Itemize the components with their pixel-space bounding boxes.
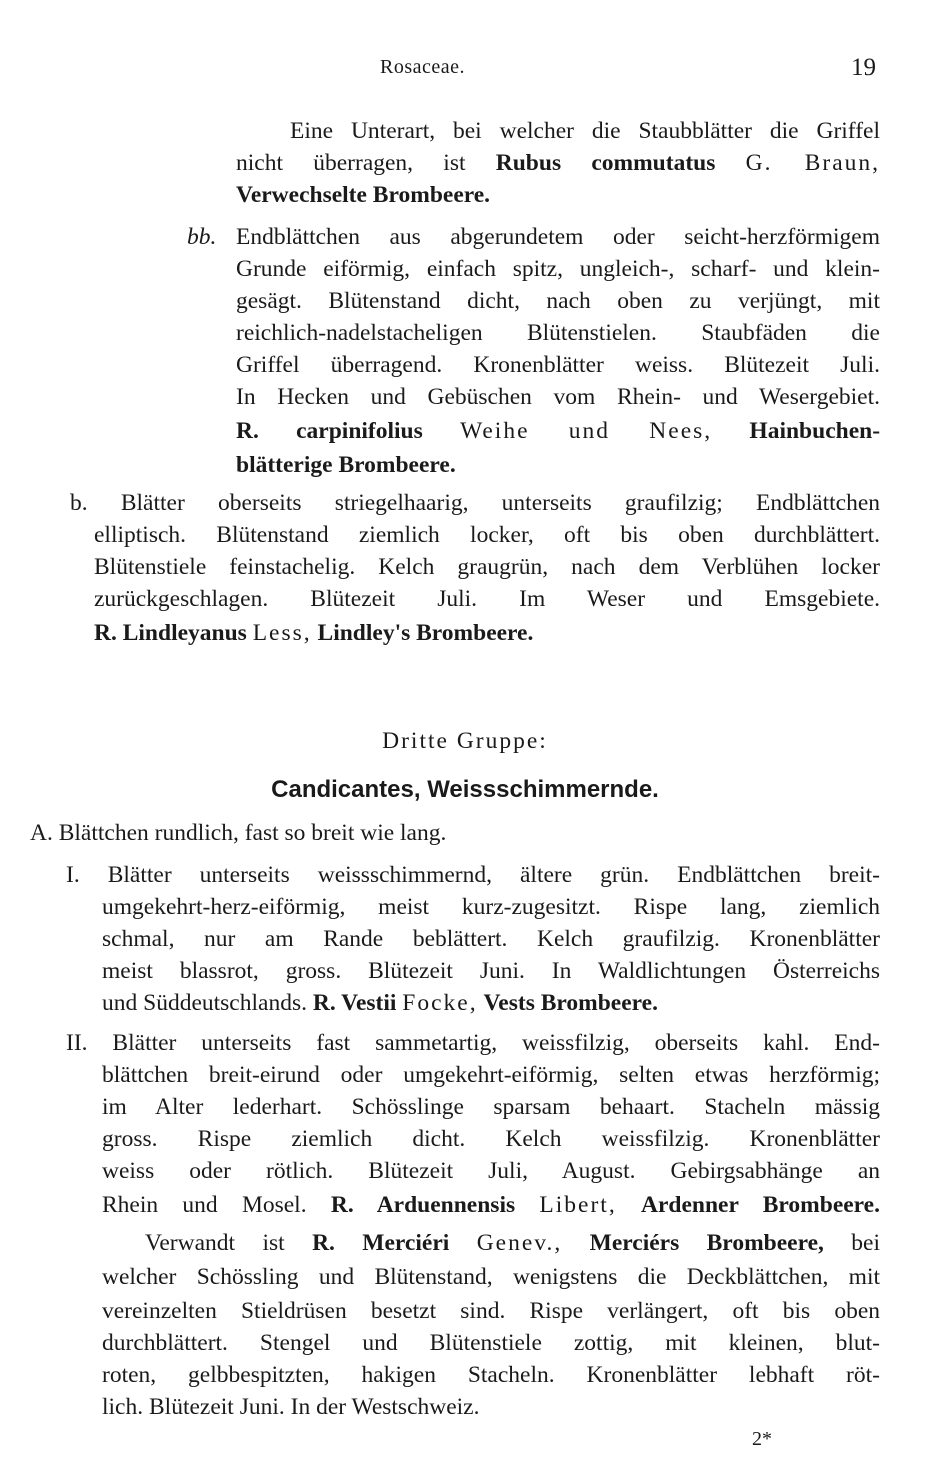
text-line — [102, 1190, 880, 1220]
text-fragment: Rhein und Mosel. — [102, 1192, 307, 1218]
species-name: Rubus commutatus — [495, 150, 716, 176]
text-line: welcher Schössling und Blütenstand, wenigstens die Deckblättchen, mit — [102, 1264, 880, 1290]
species-name: R. Merciéri — [312, 1230, 450, 1256]
text-line: gross. Rispe ziemlich dicht. Kelch weissfilzig. Kronenblätter — [102, 1126, 880, 1152]
text-line: vereinzelten Stieldrüsen besetzt sind. Rispe verlängert, oft bis oben — [102, 1298, 880, 1324]
group-subtitle: Candicantes, Weissschimmernde. — [271, 776, 659, 803]
text-line — [102, 988, 658, 1018]
species-author: Less, — [252, 620, 312, 646]
text-line: zurückgeschlagen. Blütezeit Juli. Im Weser und Emsgebiete. — [94, 586, 880, 612]
item-label: bb. — [187, 224, 217, 250]
text-fragment: nicht überragen, ist — [236, 150, 466, 176]
species-author: Focke, — [402, 990, 478, 1016]
text-line: roten, gelbbespitzten, hakigen Stacheln. Kronenblätter lebhaft röt- — [102, 1362, 880, 1388]
text-line — [236, 180, 490, 210]
text-fragment: und Süddeutschlands. — [102, 990, 307, 1016]
text-line: I. Blätter unterseits weissschimmernd, ältere grün. Endblättchen breit- — [66, 862, 880, 888]
text-line: blättchen breit-eirund oder umgekehrt-eiförmig, selten etwas herzförmig; — [102, 1062, 880, 1088]
text-line: umgekehrt-herz-eiförmig, meist kurz-zugesitzt. Rispe lang, ziemlich — [102, 894, 880, 920]
text-line: weiss oder rötlich. Blütezeit Juli, August. Gebirgsabhänge an — [102, 1158, 880, 1184]
species-author: Genev., — [476, 1230, 563, 1256]
species-name: R. Lindleyanus — [94, 620, 247, 646]
common-name: Ardenner Brombeere. — [640, 1192, 880, 1218]
common-name: blätterige Brombeere. — [236, 452, 456, 478]
text-line: Endblättchen aus abgerundetem oder seicht-herzförmigem — [236, 224, 880, 250]
common-name: Vests Brombeere. — [483, 990, 658, 1016]
text-line: lich. Blütezeit Juni. In der Westschweiz. — [102, 1394, 480, 1420]
running-header: Rosaceae. — [380, 56, 466, 78]
species-author: G. Braun, — [745, 150, 881, 176]
text-line: reichlich-nadelstacheligen Blütenstielen. Staubfäden die — [236, 320, 880, 346]
text-line — [236, 148, 880, 178]
text-line: In Hecken und Gebüschen vom Rhein- und Wesergebiet. — [236, 384, 880, 410]
text-line: durchblättert. Stengel und Blütenstiele zottig, mit kleinen, blut- — [102, 1330, 880, 1356]
species-name: R. Vestii — [312, 990, 397, 1016]
common-name: Verwechselte Brombeere. — [236, 182, 491, 208]
common-name: Hainbuchen- — [749, 418, 881, 444]
species-author: Libert, — [539, 1192, 617, 1218]
text-line: Blütenstiele feinstachelig. Kelch graugrün, nach dem Verblühen locker — [94, 554, 880, 580]
common-name: Merciérs Brombeere, — [589, 1230, 824, 1256]
text-line — [94, 618, 533, 648]
species-name: R. Arduennensis — [330, 1192, 516, 1218]
page-number: 19 — [851, 54, 876, 81]
text-line — [145, 1228, 880, 1258]
text-fragment: Verwandt ist — [145, 1230, 285, 1256]
species-name: R. carpinifolius — [236, 418, 423, 444]
text-line: elliptisch. Blütenstand ziemlich locker, oft bis oben durchblättert. — [94, 522, 880, 548]
group-title: Dritte Gruppe: — [382, 728, 548, 754]
text-line: b. Blätter oberseits striegelhaarig, unterseits graufilzig; Endblättchen — [70, 490, 880, 516]
text-line: Grunde eiförmig, einfach spitz, ungleich-, scharf- und klein- — [236, 256, 880, 282]
text-line: meist blassrot, gross. Blütezeit Juni. In Waldlichtungen Österreichs — [102, 958, 880, 984]
text-line — [236, 450, 456, 480]
text-line: schmal, nur am Rande beblättert. Kelch graufilzig. Kronenblätter — [102, 926, 880, 952]
common-name: Lindley's Brombeere. — [317, 620, 534, 646]
text-line: II. Blätter unterseits fast sammetartig, weissfilzig, oberseits kahl. End- — [66, 1030, 880, 1056]
text-line — [236, 416, 880, 446]
text-line: Griffel überragend. Kronenblätter weiss. Blütezeit Juli. — [236, 352, 880, 378]
signature-mark: 2* — [752, 1428, 772, 1450]
text-line: im Alter lederhart. Schösslinge sparsam behaart. Stacheln mässig — [102, 1094, 880, 1120]
species-author: Weihe und Nees, — [460, 418, 713, 444]
text-fragment: bei — [851, 1230, 881, 1256]
text-line: A. Blättchen rundlich, fast so breit wie lang. — [30, 820, 447, 846]
text-line: gesägt. Blütenstand dicht, nach oben zu verjüngt, mit — [236, 288, 880, 314]
text-line: Eine Unterart, bei welcher die Staubblätter die Griffel — [290, 118, 880, 144]
